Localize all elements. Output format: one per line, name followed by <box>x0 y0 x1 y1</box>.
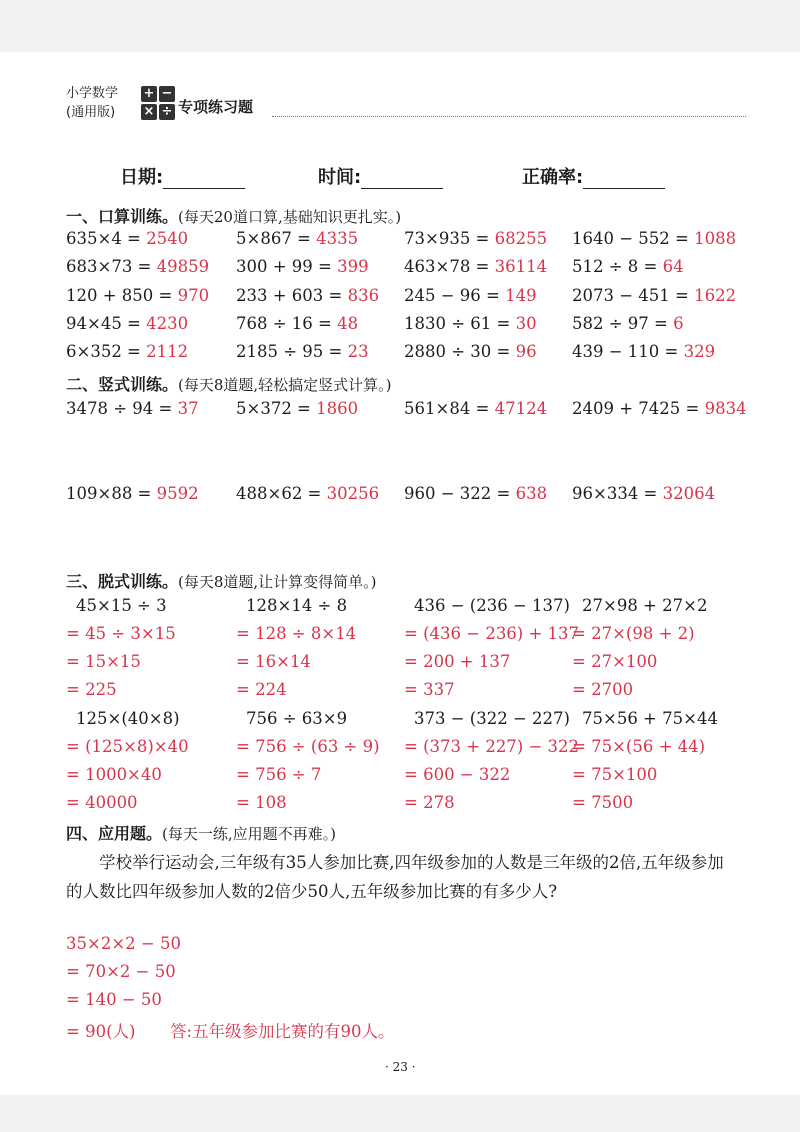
section-title: 一、口算训练。 <box>66 207 179 226</box>
vertical-item <box>236 484 379 503</box>
oral-item <box>66 257 209 276</box>
question: 512 ÷ 8 = <box>572 257 663 277</box>
stepwise-question: 436 − (236 − 137) <box>414 596 570 615</box>
word-problem-text: 学校举行运动会,三年级有35人参加比赛,四年级参加的人数是三年级的2倍,五年级参加的人数比四年级参加人数的2倍少50人,五年级参加比赛的有多少人? <box>66 853 724 901</box>
vertical-item <box>404 399 547 418</box>
vertical-item <box>236 399 358 418</box>
answer: 48 <box>337 313 359 333</box>
oral-item <box>404 229 547 248</box>
plus-icon: + <box>141 86 157 102</box>
question: 6×352 = <box>66 342 147 362</box>
oral-item <box>404 286 537 305</box>
oral-item <box>572 342 715 361</box>
section-4-heading <box>66 821 336 844</box>
answer: 2540 <box>146 229 189 248</box>
question: 683×73 = <box>66 257 157 277</box>
stepwise-step: = 75×100 <box>572 765 658 784</box>
oral-item <box>572 229 736 248</box>
stepwise-step: = 200 + 137 <box>404 652 511 671</box>
vertical-item <box>66 399 199 418</box>
date-label: 日期: <box>120 167 164 188</box>
solution-step: = 70×2 − 50 <box>66 962 176 981</box>
answer: 638 <box>515 484 548 503</box>
stepwise-step: = 27×100 <box>572 652 658 671</box>
oral-item <box>236 342 369 361</box>
section-note: (每天8道题,让计算变得简单。) <box>178 573 377 591</box>
stepwise-step: = 1000×40 <box>66 765 162 784</box>
stepwise-step: = 337 <box>404 680 455 699</box>
answer: 49859 <box>156 257 210 277</box>
stepwise-step: = 756 ÷ (63 ÷ 9) <box>236 737 380 756</box>
answer: 30256 <box>326 484 380 503</box>
page-number: · 23 · <box>385 1060 416 1074</box>
answer: 4230 <box>146 313 189 333</box>
stepwise-question: 373 − (322 − 227) <box>414 709 570 728</box>
question: 582 ÷ 97 = <box>572 313 674 333</box>
oral-item <box>66 314 188 333</box>
section-2-heading <box>66 372 392 395</box>
question: 300 + 99 = <box>236 257 338 277</box>
oral-item <box>404 257 547 276</box>
answer: 329 <box>683 342 716 362</box>
section-note: (每天一练,应用题不再难。) <box>162 825 336 843</box>
bottom-band <box>0 1095 800 1132</box>
question: 3478 ÷ 94 = <box>66 399 178 418</box>
minus-icon: − <box>159 86 175 102</box>
stepwise-step: = 40000 <box>66 793 138 812</box>
answer: 836 <box>347 285 380 305</box>
answer: 1622 <box>694 285 737 305</box>
answer: 96 <box>515 342 537 362</box>
header-divider <box>272 116 746 117</box>
stepwise-step: = 16×14 <box>236 652 311 671</box>
section-title: 二、竖式训练。 <box>66 375 179 394</box>
question: 5×372 = <box>236 399 317 418</box>
oral-item <box>66 286 209 305</box>
stepwise-step: = (373 + 227) − 322 <box>404 737 580 756</box>
question: 1830 ÷ 61 = <box>404 313 516 333</box>
vertical-item <box>572 399 747 418</box>
question: 94×45 = <box>66 313 147 333</box>
section-title: 四、应用题。 <box>66 824 163 843</box>
vertical-item <box>66 484 199 503</box>
question: 233 + 603 = <box>236 285 348 305</box>
stepwise-step: = 278 <box>404 793 455 812</box>
question: 635×4 = <box>66 229 147 248</box>
stepwise-question: 75×56 + 75×44 <box>582 709 718 728</box>
section-note: (每天20道口算,基础知识更扎实。) <box>178 208 402 226</box>
answer: 970 <box>177 285 210 305</box>
stepwise-question: 125×(40×8) <box>76 709 180 728</box>
question: 463×78 = <box>404 257 495 277</box>
date-field <box>120 163 245 189</box>
answer: 2112 <box>146 342 189 362</box>
solution-step: = 90(人) <box>66 1022 136 1041</box>
question: 120 + 850 = <box>66 285 178 305</box>
solution-step: = 140 − 50 <box>66 990 162 1009</box>
stepwise-step: = 128 ÷ 8×14 <box>236 624 357 643</box>
stepwise-step: = 45 ÷ 3×15 <box>66 624 176 643</box>
question: 245 − 96 = <box>404 285 506 305</box>
section-title: 三、脱式训练。 <box>66 572 179 591</box>
question: 109×88 = <box>66 484 157 503</box>
series-title: 专项练习题 <box>178 98 254 116</box>
question: 2073 − 451 = <box>572 285 695 305</box>
solution-answer: 答:五年级参加比赛的有90人。 <box>170 1022 395 1041</box>
stepwise-question: 128×14 ÷ 8 <box>246 596 348 615</box>
answer: 149 <box>505 285 537 305</box>
answer: 32064 <box>662 484 716 503</box>
stepwise-step: = 15×15 <box>66 652 141 671</box>
question: 5×867 = <box>236 229 317 248</box>
accuracy-blank <box>583 168 665 189</box>
oral-item <box>66 342 188 361</box>
stepwise-step: = 108 <box>236 793 287 812</box>
answer: 9592 <box>156 484 199 503</box>
question: 960 − 322 = <box>404 484 516 503</box>
section-1-heading <box>66 204 401 227</box>
question: 439 − 110 = <box>572 342 684 362</box>
answer: 1088 <box>694 229 737 248</box>
answer: 9834 <box>704 399 747 418</box>
stepwise-step: = 225 <box>66 680 117 699</box>
time-field <box>318 163 443 189</box>
oral-item <box>572 286 736 305</box>
stepwise-question: 45×15 ÷ 3 <box>76 596 167 615</box>
answer: 399 <box>337 257 369 277</box>
stepwise-step: = 75×(56 + 44) <box>572 737 706 756</box>
section-note: (每天8道题,轻松搞定竖式计算。) <box>178 376 392 394</box>
question: 1640 − 552 = <box>572 229 695 248</box>
brand-line-2: (通用版) <box>66 105 116 120</box>
stepwise-step: = 2700 <box>572 680 634 699</box>
question: 2880 ÷ 30 = <box>404 342 516 362</box>
accuracy-label: 正确率: <box>522 167 584 188</box>
oral-item <box>572 314 684 333</box>
brand-line-1: 小学数学 <box>66 86 119 101</box>
vertical-item <box>572 484 715 503</box>
answer: 37 <box>177 399 199 418</box>
answer: 64 <box>662 257 684 277</box>
stepwise-question: 27×98 + 27×2 <box>582 596 708 615</box>
oral-item <box>236 286 379 305</box>
stepwise-question: 756 ÷ 63×9 <box>246 709 348 728</box>
stepwise-step: = 600 − 322 <box>404 765 511 784</box>
question: 2185 ÷ 95 = <box>236 342 348 362</box>
oral-item <box>236 314 358 333</box>
date-blank <box>163 168 245 189</box>
answer: 6 <box>673 313 684 333</box>
stepwise-step: = 224 <box>236 680 287 699</box>
answer: 36114 <box>494 257 548 277</box>
brand-text <box>66 84 118 122</box>
section-3-heading <box>66 569 377 592</box>
vertical-item <box>404 484 547 503</box>
stepwise-step: = (436 − 236) + 137 <box>404 624 580 643</box>
question: 768 ÷ 16 = <box>236 313 338 333</box>
oral-item <box>404 342 537 361</box>
divide-icon: ÷ <box>159 104 175 120</box>
solution-step: 35×2×2 − 50 <box>66 934 181 953</box>
question: 73×935 = <box>404 229 495 248</box>
oral-item <box>236 229 358 248</box>
answer: 1860 <box>316 399 359 418</box>
question: 96×334 = <box>572 484 663 503</box>
oral-item <box>572 257 684 276</box>
answer: 23 <box>347 342 369 362</box>
operator-logo <box>141 86 175 120</box>
stepwise-step: = (125×8)×40 <box>66 737 189 756</box>
oral-item <box>66 229 188 248</box>
question: 561×84 = <box>404 399 495 418</box>
answer: 30 <box>515 313 537 333</box>
time-label: 时间: <box>318 167 362 188</box>
answer: 47124 <box>494 399 548 418</box>
oral-item <box>404 314 537 333</box>
question: 2409 + 7425 = <box>572 399 705 418</box>
page-header <box>66 84 746 128</box>
accuracy-field <box>522 163 665 189</box>
time-blank <box>361 168 443 189</box>
stepwise-step: = 27×(98 + 2) <box>572 624 695 643</box>
times-icon: × <box>141 104 157 120</box>
top-band <box>0 0 800 52</box>
oral-item <box>236 257 369 276</box>
question: 488×62 = <box>236 484 327 503</box>
stepwise-step: = 7500 <box>572 793 634 812</box>
stepwise-step: = 756 ÷ 7 <box>236 765 322 784</box>
answer: 68255 <box>494 229 548 248</box>
answer: 4335 <box>316 229 359 248</box>
